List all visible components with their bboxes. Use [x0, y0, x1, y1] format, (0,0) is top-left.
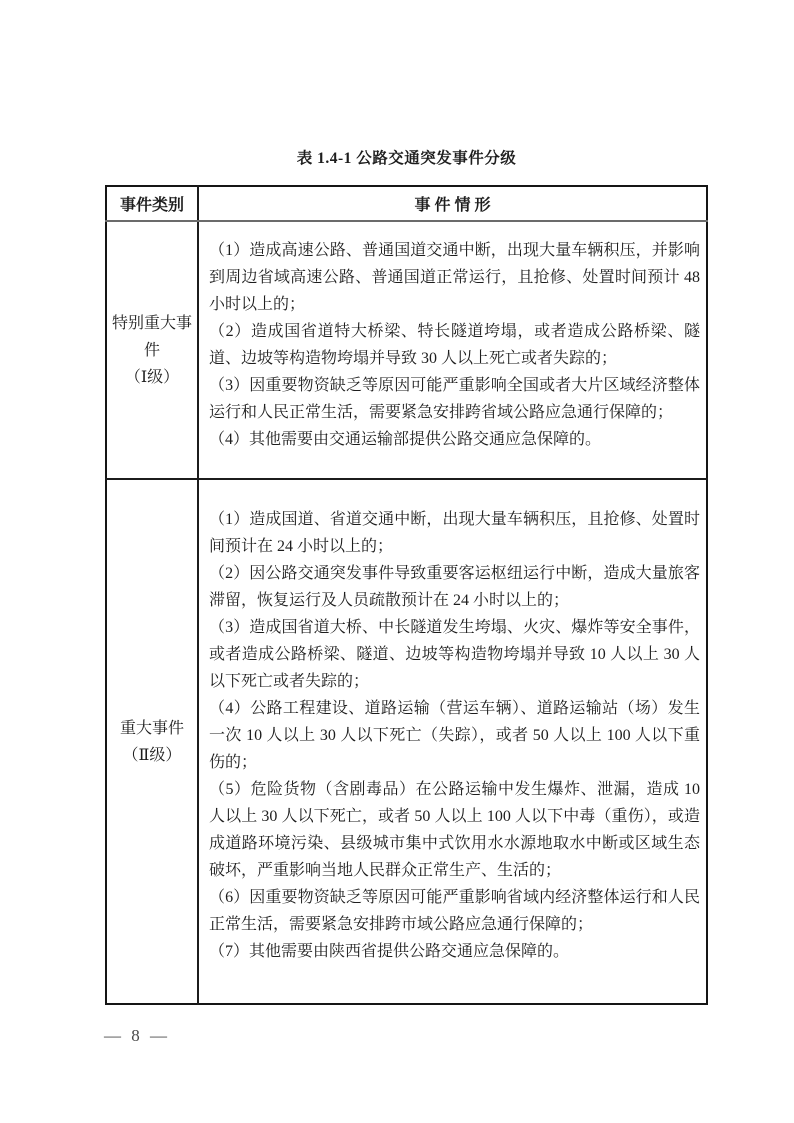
table-caption: 表 1.4-1 公路交通突发事件分级	[296, 150, 517, 167]
category-cell-level-1	[106, 221, 198, 479]
situation-item: （1）造成高速公路、普通国道交通中断，出现大量车辆积压，并影响到周边省域高速公路、普通国道正常运行，且抢修、处置时间预计 48 小时以上的；	[209, 242, 700, 313]
situation-cell-level-2	[198, 479, 707, 1004]
event-classification-table	[105, 185, 708, 1005]
situation-item: （6）因重要物资缺乏等原因可能严重影响省域内经济整体运行和人民正常生活，需要紧急安排跨市域公路应急通行保障的；	[209, 889, 700, 933]
table-row-level-1	[106, 221, 707, 479]
situation-item: （3）造成国省道大桥、中长隧道发生垮塌、火灾、爆炸等安全事件，或者造成公路桥梁、隧道、边坡等构造物垮塌并导致 10 人以上 30 人以下死亡或者失踪的；	[209, 619, 700, 690]
category-cell-level-2	[106, 479, 198, 1004]
situation-item: （2）造成国省道特大桥梁、特长隧道垮塌，或者造成公路桥梁、隧道、边坡等构造物垮塌并导致 30 人以上死亡或者失踪的；	[209, 323, 700, 367]
header-event-situation: 事 件 情 形	[198, 186, 707, 221]
situation-item: （4）其他需要由交通运输部提供公路交通应急保障的。	[209, 431, 602, 448]
situation-item: （2）因公路交通突发事件导致重要客运枢纽运行中断，造成大量旅客滞留，恢复运行及人员疏散预计在 24 小时以上的；	[209, 565, 700, 609]
situation-item: （4）公路工程建设、道路运输（营运车辆）、道路运输站（场）发生一次 10 人以上 30 人以下死亡（失踪），或者 50 人以上 100 人以下重伤的；	[209, 700, 700, 771]
category-name: 重大事件	[119, 719, 184, 737]
category-name: 特别重大事件	[111, 314, 192, 359]
table-row-level-2	[106, 479, 707, 1004]
situation-item: （3）因重要物资缺乏等原因可能严重影响全国或者大片区域经济整体运行和人民正常生活，需要紧急安排跨省域公路应急通行保障的；	[209, 377, 700, 421]
header-event-category: 事件类别	[106, 186, 198, 221]
situation-item: （7）其他需要由陕西省提供公路交通应急保障的。	[209, 943, 570, 960]
header-row	[106, 186, 707, 221]
category-level: （Ⅰ级）	[124, 368, 180, 386]
situation-cell-level-1	[198, 221, 707, 479]
situation-item: （1）造成国道、省道交通中断，出现大量车辆积压，且抢修、处置时间预计在 24 小时以上的；	[209, 511, 700, 555]
situation-item: （5）危险货物（含剧毒品）在公路运输中发生爆炸、泄漏，造成 10 人以上 30 人以下死亡，或者 50 人以上 100 人以下中毒（重伤），或造成道路环境污染、县级城市集中式饮用水水源地取水中断或区域生态破坏，严重影响当地人民群众正常生产、生活的；	[209, 781, 700, 879]
category-level: （Ⅱ级）	[122, 746, 182, 764]
page-number: — 8 —	[104, 1026, 170, 1045]
